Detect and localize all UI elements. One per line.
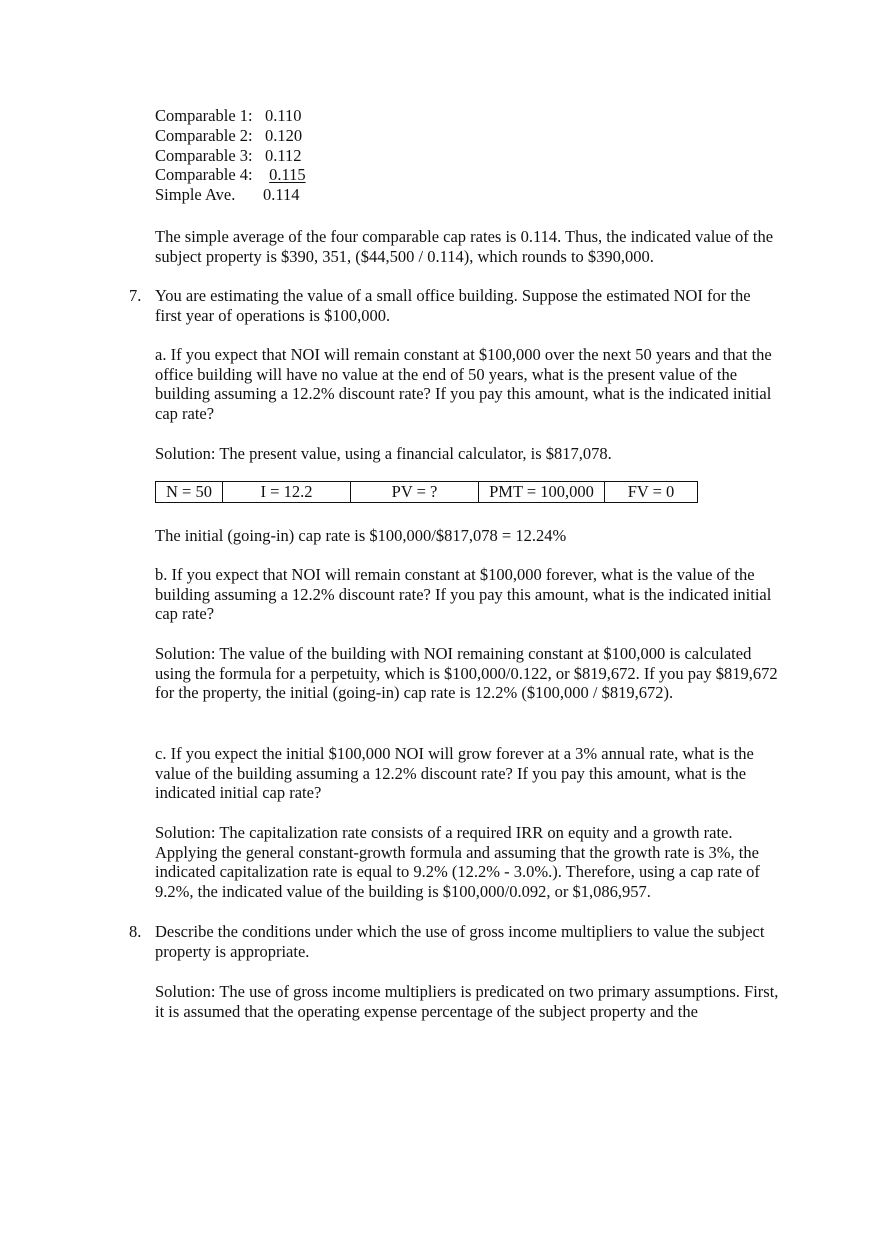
question-7a: a. If you expect that NOI will remain constant at $100,000 over the next 50 years and that the office building will have no value at the end of 50 years, what is the present value of the building assuming a 12.2% discount rate? If you pay this amount, what is the indicated initial cap rate? [155, 345, 772, 423]
comparable-label: Comparable 2: [155, 125, 253, 145]
calculator-inputs-table [155, 481, 698, 503]
average-row [155, 185, 325, 205]
comparable-value-underlined: 0.115 [269, 165, 306, 185]
calc-cell: PV = ? [351, 482, 479, 503]
average-paragraph: The simple average of the four comparable cap rates is 0.114. Thus, the indicated value of the subject property is $390, 351, ($44,500 / 0.114), which rounds to $390,000. [155, 227, 774, 266]
calc-cell: N = 50 [156, 482, 223, 503]
solution-7a: Solution: The present value, using a financial calculator, is $817,078. [155, 444, 612, 463]
comparable-value: 0.112 [265, 145, 302, 165]
calc-cell: I = 12.2 [223, 482, 351, 503]
comparable-value: 0.120 [265, 125, 303, 145]
comparable-row [155, 126, 325, 146]
question-7c: c. If you expect the initial $100,000 NOI will grow forever at a 3% annual rate, what is the value of the building assuming a 12.2% discount rate? If you pay this amount, what is the indicated initial cap rate? [155, 744, 754, 802]
question-number: 8. [129, 922, 142, 941]
comparable-row [155, 146, 325, 166]
comparable-row [155, 106, 325, 126]
average-label: Simple Ave. [155, 185, 236, 205]
question-8-text: Describe the conditions under which the use of gross income multipliers to value the subject property is appropriate. [155, 922, 765, 961]
average-value: 0.114 [263, 185, 300, 205]
cap-rate-7a: The initial (going-in) cap rate is $100,000/$817,078 = 12.24% [155, 526, 567, 545]
comparable-label: Comparable 3: [155, 145, 253, 165]
comparables-list [155, 106, 325, 205]
solution-8: Solution: The use of gross income multipliers is predicated on two primary assumptions. First, it is assumed that the operating expense percentage of the subject property and the [155, 982, 779, 1021]
comparable-label: Comparable 1: [155, 106, 253, 125]
solution-7b: Solution: The value of the building with NOI remaining constant at $100,000 is calculated using the formula for a perpetuity, which is $100,000/0.122, or $819,672. If you pay $819,672 for the property, the initial (going-in) cap rate is 12.2% ($100,000 / $819,672). [155, 644, 778, 702]
calc-cell: FV = 0 [605, 482, 698, 503]
solution-7c: Solution: The capitalization rate consists of a required IRR on equity and a growth rate. Applying the general constant-growth formula and assuming that the growth rate is 3%, the indicated capitalization rate is equal to 9.2% (12.2% - 3.0%.). Therefore, using a cap rate of 9.2%, the indicated value of the building is $100,000/0.092, or $1,086,957. [155, 823, 760, 901]
question-7-text: You are estimating the value of a small office building. Suppose the estimated NOI for the first year of operations is $100,000. [155, 286, 751, 325]
question-7b: b. If you expect that NOI will remain constant at $100,000 forever, what is the value of the building assuming a 12.2% discount rate? If you pay this amount, what is the indicated initial cap rate? [155, 565, 772, 623]
calc-cell: PMT = 100,000 [479, 482, 605, 503]
table-row [156, 482, 698, 503]
comparable-label: Comparable 4: [155, 165, 253, 185]
comparable-row [155, 165, 325, 185]
comparable-value [265, 165, 325, 185]
question-number: 7. [129, 286, 142, 305]
comparable-value: 0.110 [265, 106, 302, 125]
